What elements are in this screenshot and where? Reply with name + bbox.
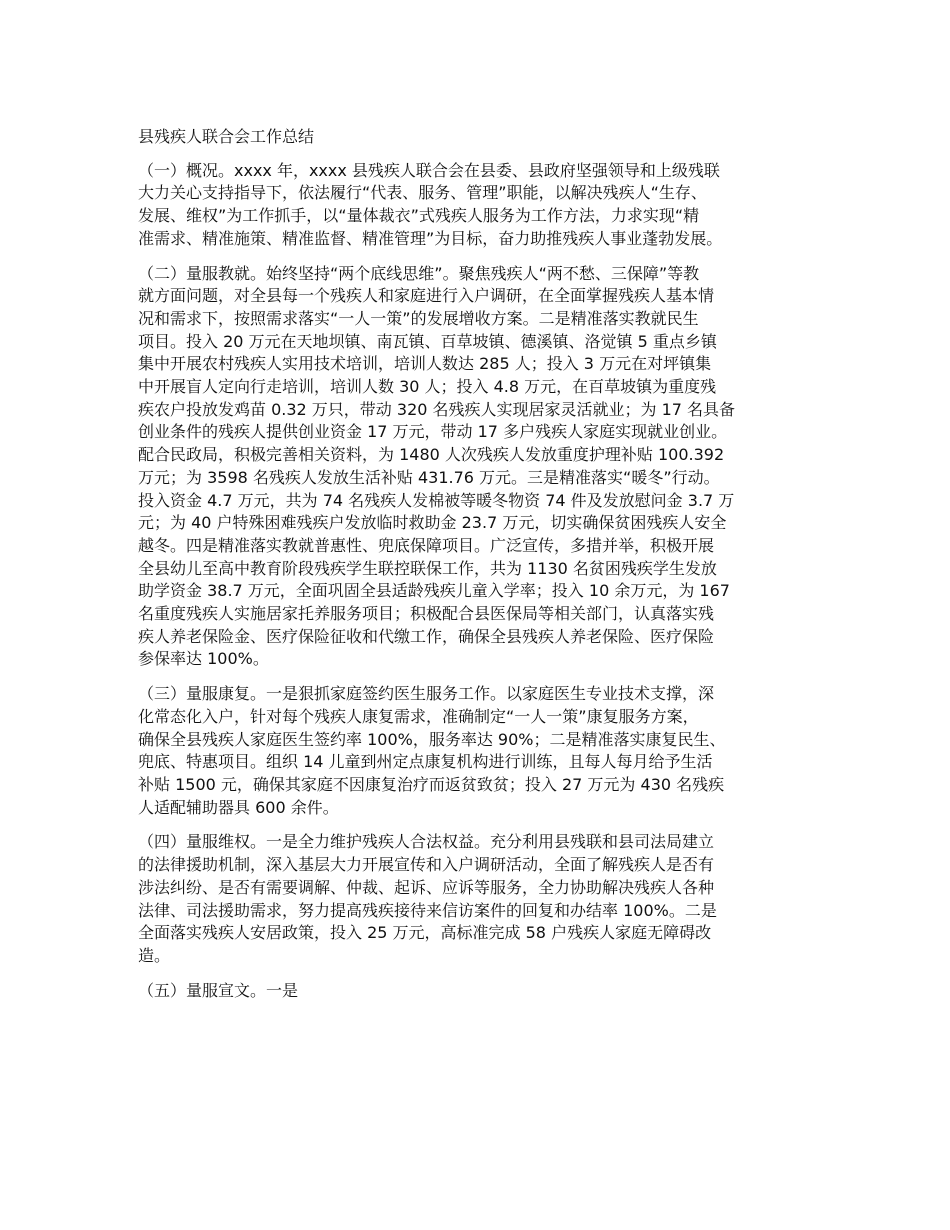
paragraph-line: 投入资金 4.7 万元，共为 74 名残疾人发棉被等暖冬物资 74 件及发放慰问金 3.7 万	[138, 490, 735, 510]
paragraph-line: 造。	[138, 945, 171, 965]
paragraph-line: 就方面问题，对全县每一个残疾人和家庭进行入户调研，在全面掌握残疾人基本情	[138, 286, 715, 306]
paragraph-line: 名重度残疾人实施居家托养服务项目；积极配合县医保局等相关部门，认真落实残	[138, 604, 715, 624]
paragraph-line: 助学资金 38.7 万元，全面巩固全县适龄残疾儿童入学率；投入 10 余万元，为 167	[138, 581, 730, 601]
paragraph-line: （五）量服宣文。一是	[138, 980, 299, 1000]
document-title: 县残疾人联合会工作总结	[138, 127, 315, 146]
paragraph-line: 人适配辅助器具 600 余件。	[138, 797, 339, 817]
paragraph	[138, 980, 828, 1003]
paragraph-line: 创业条件的残疾人提供创业资金 17 万元，带动 17 多户残疾人家庭实现就业创业。	[138, 422, 728, 442]
paragraph-line: 化常态化入户，针对每个残疾人康复需求，准确制定“一人一策”康复服务方案，	[138, 706, 699, 726]
paragraph-line: 确保全县残疾人家庭医生签约率 100%，服务率达 90%；二是精准落实康复民生、	[138, 729, 726, 749]
paragraph-line: 疾人养老保险金、医疗保险征收和代缴工作，确保全县残疾人养老保险、医疗保险	[138, 626, 715, 646]
paragraph	[138, 263, 828, 672]
paragraph-line: 参保率达 100%。	[138, 649, 269, 669]
paragraph-line: 越冬。四是精准落实教就普惠性、兜底保障项目。广泛宣传，多措并举，积极开展	[138, 535, 715, 555]
paragraph-line: （三）量服康复。一是狠抓家庭签约医生服务工作。以家庭医生专业技术支撑，深	[138, 684, 715, 704]
paragraph-line: 的法律援助机制，深入基层大力开展宣传和入户调研活动，全面了解残疾人是否有	[138, 855, 715, 875]
paragraph-line: 兜底、特惠项目。组织 14 儿童到州定点康复机构进行训练，且每人每月给予生活	[138, 752, 713, 772]
paragraph-line: 疾农户投放发鸡苗 0.32 万只，带动 320 名残疾人实现居家灵活就业；为 17 名具备	[138, 399, 736, 419]
paragraph-line: 全县幼儿至高中教育阶段残疾学生联控联保工作，共为 1130 名贫困残疾学生发放	[138, 558, 717, 578]
paragraph	[138, 160, 828, 251]
paragraph-line: 涉法纠纷、是否有需要调解、仲裁、起诉、应诉等服务，全力协助解决残疾人各种	[138, 877, 715, 897]
paragraph-line: 项目。投入 20 万元在天地坝镇、南瓦镇、百草坡镇、德溪镇、洛觉镇 5 重点乡镇	[138, 331, 717, 351]
paragraph-line: 补贴 1500 元，确保其家庭不因康复治疗而返贫致贫；投入 27 万元为 430 名残疾	[138, 774, 725, 794]
paragraph-line: 大力关心支持指导下，依法履行“代表、服务、管理”职能，以解决残疾人“生存、	[138, 183, 707, 203]
document-body	[138, 126, 828, 1014]
paragraph-line: 配合民政局，积极完善相关资料，为 1480 人次残疾人发放重度护理补贴 100.392	[138, 445, 725, 465]
paragraph-line: 元；为 40 户特殊困难残疾户发放临时救助金 23.7 万元，切实确保贫困残疾人安全	[138, 513, 727, 533]
paragraph-line: （一）概况。xxxx 年，xxxx 县残疾人联合会在县委、县政府坚强领导和上级残联	[138, 160, 720, 180]
paragraph-line: 法律、司法援助需求，努力提高残疾接待来信访案件的回复和办结率 100%。二是	[138, 900, 717, 920]
paragraph-line: 况和需求下，按照需求落实“一人一策”的发展增收方案。二是精准落实教就民生	[138, 308, 699, 328]
paragraph-line: 准需求、精准施策、精准监督、精准管理”为目标，奋力助推残疾人事业蓬勃发展。	[138, 228, 723, 248]
paragraph-line: 集中开展农村残疾人实用技术培训，培训人数达 285 人；投入 3 万元在对坪镇集	[138, 354, 712, 374]
paragraph-line: 中开展盲人定向行走培训，培训人数 30 人；投入 4.8 万元，在百草坡镇为重度残	[138, 377, 717, 397]
paragraph	[138, 831, 828, 967]
paragraph-line: 发展、维权”为工作抓手，以“量体裁衣”式残疾人服务为工作方法，力求实现“精	[138, 206, 700, 226]
paragraph	[138, 683, 828, 819]
paragraph-line: （四）量服维权。一是全力维护残疾人合法权益。充分利用县残联和县司法局建立	[138, 832, 715, 852]
paragraph-line: （二）量服教就。始终坚持“两个底线思维”。聚焦残疾人“两不愁、三保障”等教	[138, 263, 700, 283]
paragraph-line: 全面落实残疾人安居政策，投入 25 万元，高标准完成 58 户残疾人家庭无障碍改	[138, 923, 712, 943]
paragraph-line: 万元；为 3598 名残疾人发放生活补贴 431.76 万元。三是精准落实“暖冬”行动。	[138, 467, 720, 487]
